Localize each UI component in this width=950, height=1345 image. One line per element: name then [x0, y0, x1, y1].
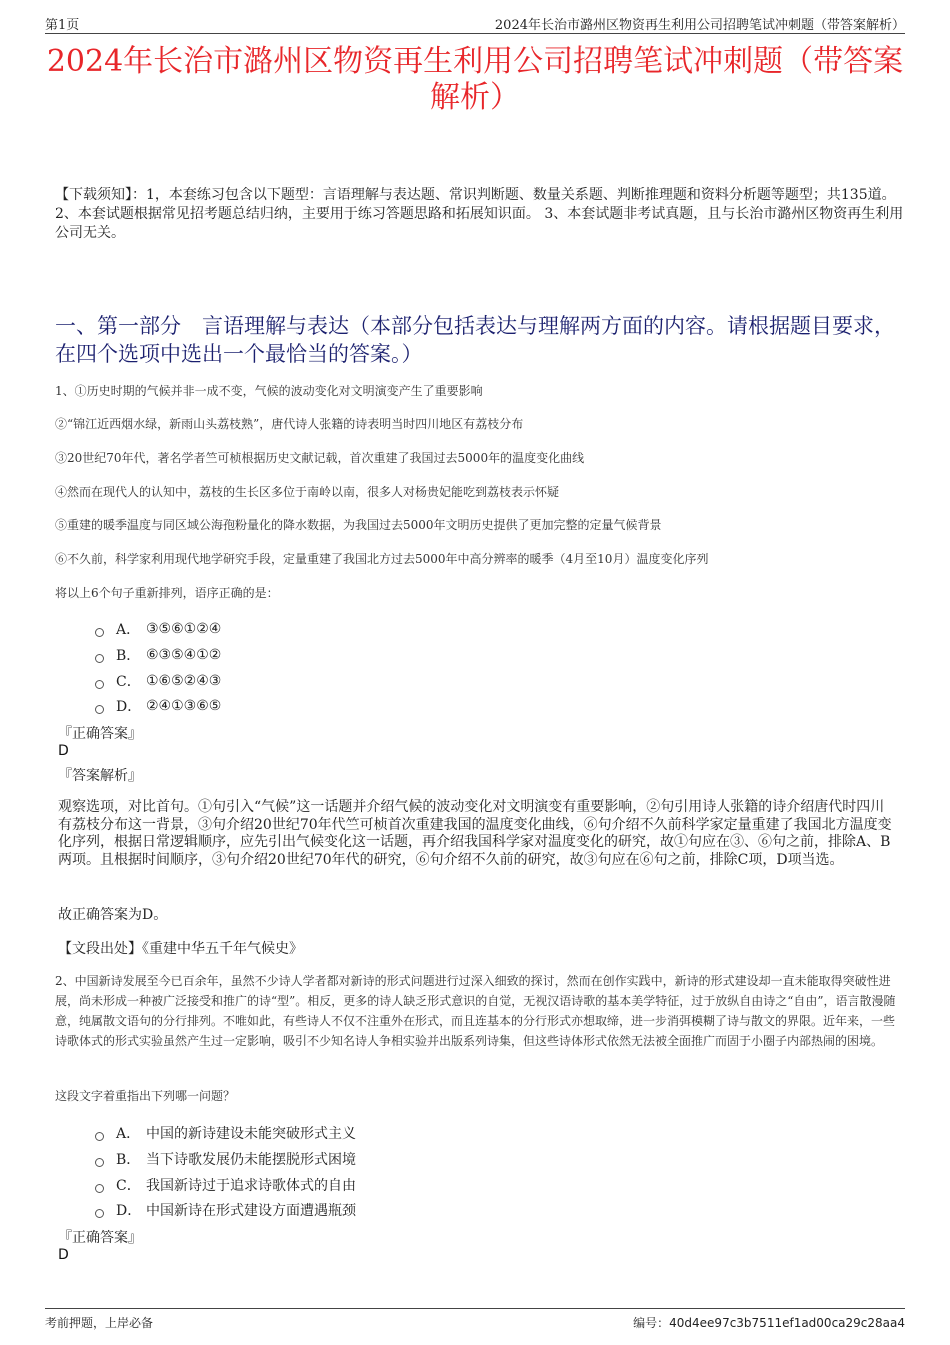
option-letter: A． — [116, 1126, 141, 1142]
footer-code-label: 编号： — [633, 1316, 670, 1330]
option-letter: B． — [116, 1152, 141, 1168]
radio-icon[interactable] — [95, 705, 104, 714]
q2-answer-label: 『正确答案』 — [58, 1230, 142, 1246]
document-title: 2024年长治市潞州区物资再生利用公司招聘笔试冲刺题（带答案解析） — [46, 44, 904, 115]
footer-code-value: 40d4ee97c3b7511ef1ad00ca29c28aa4 — [669, 1316, 905, 1330]
q1-analysis: 观察选项，对比首句。①句引入“气候”这一话题并介绍气候的波动变化对文明演变有重要影响，②句引用诗人张籍的诗介绍唐代时四川有荔枝分布这一背景，③句介绍20世纪70年代竺可桢首次重建我国的温度变化曲线，⑥句介绍不久前科学家定量重建了我国北方温度变化序列，根据日常逻辑顺序，应先引出气候变化这一话题，再介绍我国科学家对温度变化的研究，故①句应在③、⑥句之前，排除A、B两项。且根据时间顺序，③句介绍20世纪70年代的研究，⑥句介绍不久前的研究，故③句应在⑥句之前，排除C项，D项当选。 — [58, 799, 892, 868]
option-text: 当下诗歌发展仍未能摆脱形式困境 — [146, 1152, 356, 1168]
q1-conclusion: 故正确答案为D。 — [58, 907, 168, 923]
q1-line-4: ④然而在现代人的认知中，荔枝的生长区多位于南岭以南，很多人对杨贵妃能吃到荔枝表示怀疑 — [55, 485, 560, 499]
radio-icon[interactable] — [95, 628, 104, 637]
radio-icon[interactable] — [95, 1132, 104, 1141]
section-heading: 一、第一部分 言语理解与表达（本部分包括表达与理解两方面的内容。请根据题目要求，在四个选项中选出一个最恰当的答案。） — [55, 314, 895, 366]
q1-line-3: ③20世纪70年代，著名学者竺可桢根据历史文献记载，首次重建了我国过去5000年的温度变化曲线 — [55, 451, 585, 465]
q1-answer: D — [58, 743, 69, 759]
radio-icon[interactable] — [95, 654, 104, 663]
option-text: ⑥③⑤④①② — [146, 647, 222, 663]
header-divider — [45, 33, 905, 34]
radio-icon[interactable] — [95, 680, 104, 689]
radio-icon[interactable] — [95, 1209, 104, 1218]
option-letter: C． — [116, 1178, 141, 1194]
q2-stem: 这段文字着重指出下列哪一问题？ — [55, 1089, 236, 1103]
q1-option-c[interactable] — [95, 671, 221, 691]
q2-option-d[interactable] — [95, 1200, 356, 1220]
option-letter: D． — [116, 1203, 142, 1219]
option-text: 中国新诗在形式建设方面遭遇瓶颈 — [146, 1203, 356, 1219]
q2-answer: D — [58, 1247, 69, 1263]
q1-line-1: 1、①历史时期的气候并非一成不变，气候的波动变化对文明演变产生了重要影响 — [55, 384, 483, 398]
q2-option-b[interactable] — [95, 1149, 356, 1169]
footer-code — [633, 1314, 905, 1331]
q1-answer-label: 『正确答案』 — [58, 726, 142, 742]
q1-stem: 将以上6个句子重新排列，语序正确的是： — [55, 586, 279, 600]
page-number: 第1页 — [45, 18, 80, 33]
option-text: ①⑥⑤②④③ — [146, 673, 222, 689]
q1-line-5: ⑤重建的暖季温度与同区域公海孢粉量化的降水数据，为我国过去5000年文明历史提供了更加完整的定量气候背景 — [55, 518, 662, 532]
option-text: ③⑤⑥①②④ — [146, 621, 222, 637]
q1-line-2: ②“锦江近西烟水绿，新雨山头荔枝熟”，唐代诗人张籍的诗表明当时四川地区有荔枝分布 — [55, 417, 524, 431]
option-letter: A． — [116, 622, 141, 638]
q1-line-6: ⑥不久前，科学家利用现代地学研究手段，定量重建了我国北方过去5000年中高分辨率的暖季（4月至10月）温度变化序列 — [55, 552, 709, 566]
option-letter: D． — [116, 699, 142, 715]
download-notice: 【下载须知】：1，本套练习包含以下题型：言语理解与表达题、常识判断题、数量关系题、判断推理题和资料分析题等题型；共135道。 2、本套试题根据常见招考题总结归纳，主要用于练习答题思路和拓展知识面。 3、本套试题非考试真题，且与长治市潞州区物资再生利用公司无关。 — [55, 187, 904, 241]
q1-analysis-label: 『答案解析』 — [58, 768, 142, 784]
running-header-title: 2024年长治市潞州区物资再生利用公司招聘笔试冲刺题（带答案解析） — [494, 18, 905, 33]
q2-passage: 2、中国新诗发展至今已百余年，虽然不少诗人学者都对新诗的形式问题进行过深入细致的探讨，然而在创作实践中，新诗的形式建设却一直未能取得突破性进展，尚未形成一种被广泛接受和推广的诗“型”。相反，更多的诗人缺乏形式意识的自觉，无视汉语诗歌的基本美学特征，过于放纵自由诗之“自由”，语言散漫随意，纯属散文语句的分行排列。不唯如此，有些诗人不仅不注重外在形式，而且连基本的分行形式亦想取缔，进一步消弭模糊了诗与散文的界限。近年来，一些诗歌体式的形式实验虽然产生过一定影响，吸引不少知名诗人争相实验并出版系列诗集，但这些诗体形式依然无法被全面推广而固于小圈子内部热闹的困境。 — [55, 974, 896, 1048]
q2-option-a[interactable] — [95, 1123, 356, 1143]
option-text: 中国的新诗建设未能突破形式主义 — [146, 1126, 356, 1142]
q1-option-d[interactable] — [95, 696, 221, 716]
q1-option-b[interactable] — [95, 645, 221, 665]
q1-option-a[interactable] — [95, 619, 221, 639]
q2-option-c[interactable] — [95, 1175, 356, 1195]
option-letter: C． — [116, 674, 141, 690]
footer-divider — [45, 1308, 905, 1309]
radio-icon[interactable] — [95, 1184, 104, 1193]
q1-source: 【文段出处】《重建中华五千年气候史》 — [58, 941, 303, 957]
option-text: 我国新诗过于追求诗歌体式的自由 — [146, 1178, 356, 1194]
option-letter: B． — [116, 648, 141, 664]
footer-slogan: 考前押题，上岸必备 — [45, 1316, 154, 1330]
radio-icon[interactable] — [95, 1158, 104, 1167]
option-text: ②④①③⑥⑤ — [146, 698, 222, 714]
